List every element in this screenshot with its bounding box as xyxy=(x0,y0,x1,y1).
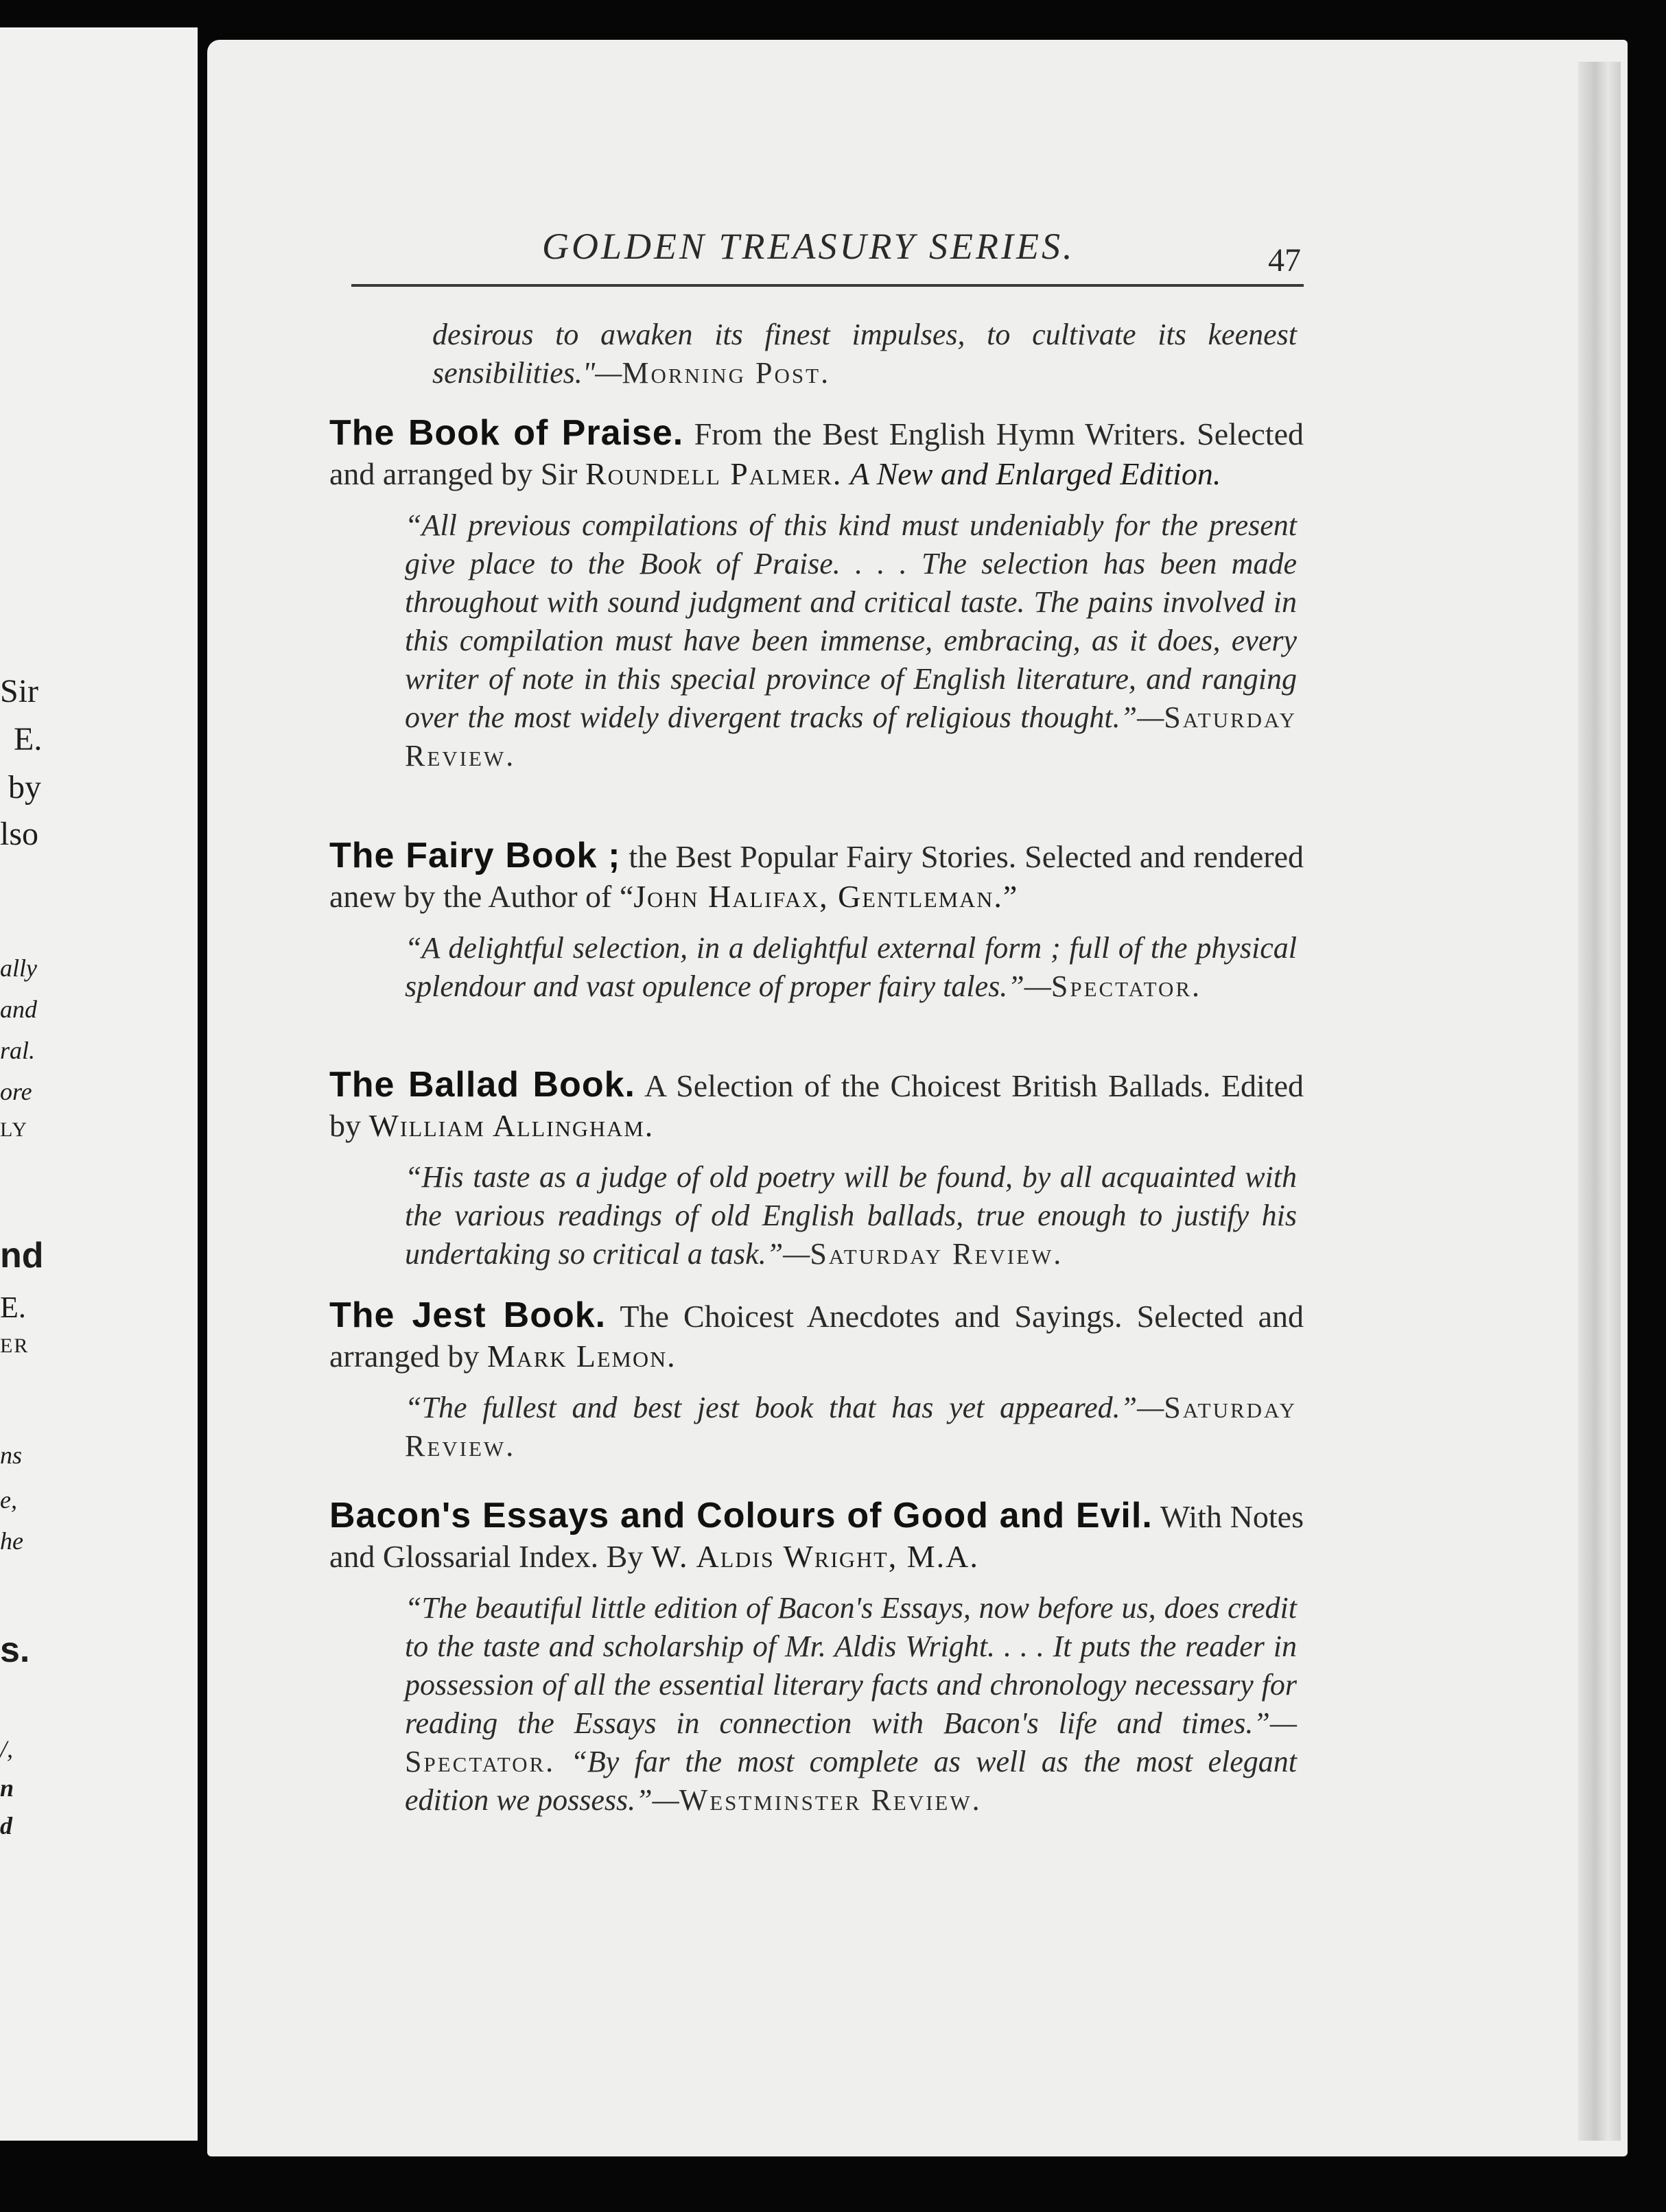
page-edge xyxy=(1578,62,1621,2141)
review-source: Westminster Review. xyxy=(679,1783,982,1817)
left-page-fragment: he xyxy=(0,1527,23,1555)
review xyxy=(329,1158,1304,1273)
review-source: Saturday Review. xyxy=(405,701,1297,773)
left-page-fragment: by xyxy=(8,769,41,805)
entry-description: A Selection of the Choicest British Ballads. Edited by xyxy=(329,1068,1304,1143)
left-page-fragment: Sir xyxy=(0,673,39,709)
review-source: Morning Post. xyxy=(622,356,831,390)
review-source: Saturday Review. xyxy=(405,1391,1297,1463)
review-quote: “All previous compilations of this kind must undeniably for the present give place to the Book of Praise. . . . The selection has been made throughout with sound judgment and critical taste. The pains involved in this compilation must have been immense, embracing, as it does, every writer of note in this special province of English literature, and ranging over the most widely divergent tracks of religious thought.”— xyxy=(405,508,1297,734)
left-page-fragment: E. xyxy=(14,721,43,757)
review-source: Saturday Review. xyxy=(810,1237,1064,1271)
entry-description: From the Best English Hymn Writers. Selected and arranged by Sir xyxy=(329,416,1304,491)
review xyxy=(329,1389,1304,1466)
left-page-fragment: s. xyxy=(0,1630,30,1670)
entry-title: The Ballad Book. xyxy=(329,1065,635,1105)
entry-title: The Fairy Book ; xyxy=(329,836,621,875)
review-source: Spectator. xyxy=(405,1745,556,1778)
left-page-fragment: ore xyxy=(0,1078,32,1105)
entry-author: W. Aldis Wright, M.A. xyxy=(650,1539,979,1574)
left-page-fragment: n xyxy=(0,1774,14,1802)
entry-bacons-essays xyxy=(329,1496,1304,1820)
left-page-fragment: d xyxy=(0,1812,12,1839)
entry-author: William Allingham. xyxy=(368,1108,655,1143)
entry-closing-quote: ” xyxy=(1002,879,1018,914)
entry-description: the Best Popular Fairy Stories. Selected and rendered anew by the Author of “ xyxy=(329,839,1304,914)
entry-description: The Choicest Anecdotes and Sayings. Selected and arranged by xyxy=(329,1299,1304,1374)
left-page-fragment: ral. xyxy=(0,1037,36,1064)
running-head: GOLDEN TREASURY SERIES. xyxy=(542,226,1075,267)
review-quote: “His taste as a judge of old poetry will be found, by all acquainted with the various readings of old English ballads, true enough to justify his undertaking so critical a task.”— xyxy=(405,1160,1297,1271)
review-source: Spectator. xyxy=(1051,969,1202,1003)
entry-description: With Notes and Glossarial Index. By xyxy=(329,1499,1304,1574)
left-page-fragment: ER xyxy=(0,1334,30,1357)
entry-jest-book xyxy=(329,1295,1304,1466)
review xyxy=(329,929,1304,1006)
left-page-fragment: e, xyxy=(0,1486,17,1514)
left-page-fragment: ns xyxy=(0,1442,23,1469)
entry-author: John Halifax, Gentleman. xyxy=(633,879,1003,914)
left-page-fragment: lso xyxy=(0,816,39,852)
header-rule xyxy=(351,284,1304,287)
entry-ballad-book xyxy=(329,1065,1304,1273)
review-quote: “The fullest and best jest book that has yet appeared.”— xyxy=(405,1391,1164,1424)
review-quote: “The beautiful little edition of Bacon's Essays, now before us, does credit to the taste and scholarship of Mr. Aldis Wright. . . . It puts the reader in possession of all the essential literary facts and chronology necessary for reading the Essays in connection with Bacon's life and times.”— xyxy=(405,1591,1297,1740)
review-quote: “A delightful selection, in a delightful external form ; full of the physical splendour and vast opulence of proper fairy tales.”— xyxy=(405,931,1297,1003)
entry-title: The Book of Praise. xyxy=(329,413,684,453)
entry-edition: A New and Enlarged Edition. xyxy=(849,456,1221,491)
entry-title: Bacon's Essays and Colours of Good and Evil. xyxy=(329,1496,1153,1536)
left-page xyxy=(0,27,198,2141)
left-page-fragment: E. xyxy=(0,1291,26,1324)
entry-author: Roundell Palmer. xyxy=(585,456,843,491)
review xyxy=(329,1589,1304,1820)
entry-fairy-book xyxy=(329,836,1304,1006)
review-quote: desirous to awaken its finest impulses, to cultivate its keenest sensibilities."— xyxy=(432,318,1297,390)
page-number: 47 xyxy=(1268,242,1301,279)
continued-review xyxy=(329,316,1304,392)
left-page-fragment: ally xyxy=(0,954,37,982)
left-page-fragment: LY xyxy=(0,1118,28,1141)
review-quote: “By far the most complete as well as the most elegant edition we possess.”— xyxy=(405,1745,1298,1817)
review xyxy=(329,506,1304,775)
left-page-fragment: nd xyxy=(0,1236,44,1275)
left-page-fragment: and xyxy=(0,996,37,1023)
entry-book-of-praise xyxy=(329,413,1304,775)
entry-author: Mark Lemon. xyxy=(486,1339,677,1374)
left-page-fragment: /, xyxy=(0,1735,14,1763)
entry-title: The Jest Book. xyxy=(329,1295,607,1335)
